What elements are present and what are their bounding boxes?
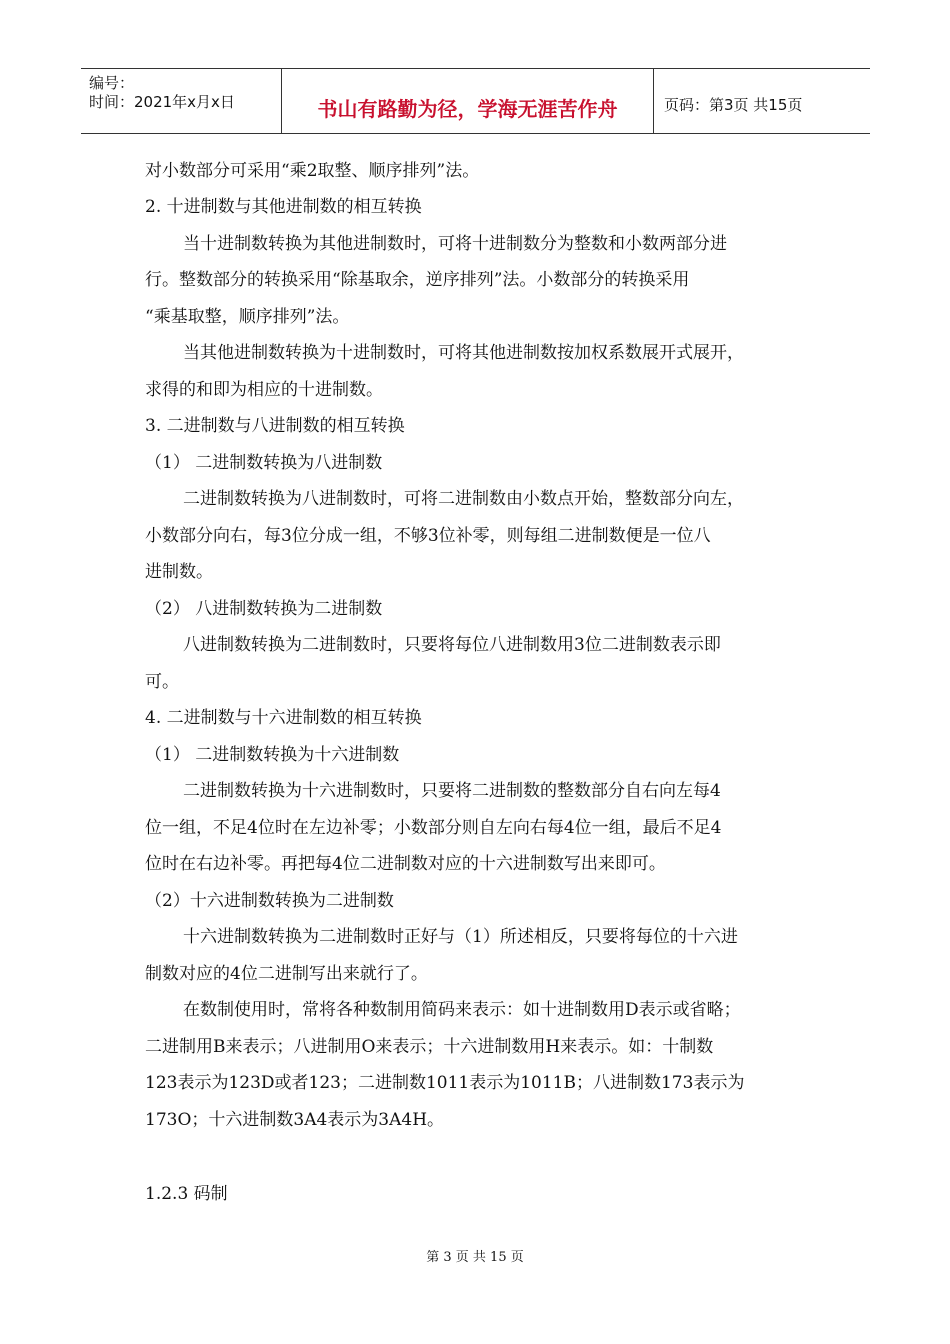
body-line: 行。整数部分的转换采用“除基取余，逆序排列”法。小数部分的转换采用 [145,270,690,290]
body-line: 当其他进制数转换为十进制数时，可将其他进制数按加权系数展开式展开， [183,343,744,363]
body-line: 当十进制数转换为其他进制数时，可将十进制数分为整数和小数两部分进 [183,234,727,254]
body-line: “乘基取整，顺序排列”法。 [145,307,350,327]
body-line: 二进制用B来表示；八进制用O来表示；十六进制数用H来表示。如：十制数 [145,1037,714,1057]
section-heading: 4. 二进制数与十六进制数的相互转换 [145,708,422,728]
doc-time-label: 时间：2021年x月x日 [89,93,235,111]
body-line: 173O；十六进制数3A4表示为3A4H。 [145,1110,445,1130]
body-line: 位时在右边补零。再把每4位二进制数对应的十六进制数写出来即可。 [145,854,666,874]
subsection-heading: （1） 二进制数转换为八进制数 [145,453,383,473]
header-slogan-cell [282,69,654,133]
body-line: 小数部分向右，每3位分成一组，不够3位补零，则每组二进制数便是一位八 [145,526,711,546]
body-line: 八进制数转换为二进制数时，只要将每位八进制数用3位二进制数表示即 [183,635,721,655]
section-heading: 2. 十进制数与其他进制数的相互转换 [145,197,422,217]
subsection-heading: （2） 八进制数转换为二进制数 [145,599,383,619]
section-heading: 3. 二进制数与八进制数的相互转换 [145,416,405,436]
page-header [81,68,870,134]
body-line: 对小数部分可采用“乘2取整、顺序排列”法。 [145,161,480,181]
doc-number-label: 编号： [89,74,135,92]
page-footer: 第 3 页 共 15 页 [426,1250,524,1265]
body-line: 制数对应的4位二进制写出来就行了。 [145,964,428,984]
section-heading: 1.2.3 码制 [145,1184,228,1204]
subsection-heading: （1） 二进制数转换为十六进制数 [145,745,400,765]
subsection-heading: （2）十六进制数转换为二进制数 [145,891,394,911]
body-line: 位一组，不足4位时在左边补零；小数部分则自左向右每4位一组，最后不足4 [145,818,722,838]
body-line: 在数制使用时，常将各种数制用简码来表示：如十进制数用D表示或省略； [183,1000,741,1020]
body-line: 求得的和即为相应的十进制数。 [145,380,383,400]
header-slogan: 书山有路勤为径，学海无涯苦作舟 [317,97,618,121]
body-line: 二进制数转换为八进制数时，可将二进制数由小数点开始，整数部分向左， [183,489,744,509]
header-meta-cell [81,69,282,133]
body-line: 可。 [145,672,179,692]
body-line: 进制数。 [145,562,213,582]
header-page-cell [654,69,870,133]
body-line: 二进制数转换为十六进制数时，只要将二进制数的整数部分自右向左每4 [183,781,721,801]
header-page-label: 页码：第3页 共15页 [664,96,803,114]
body-line: 十六进制数转换为二进制数时正好与（1）所述相反，只要将每位的十六进 [183,927,738,947]
body-line: 123表示为123D或者123；二进制数1011表示为1011B；八进制数173表示为 [145,1073,745,1093]
